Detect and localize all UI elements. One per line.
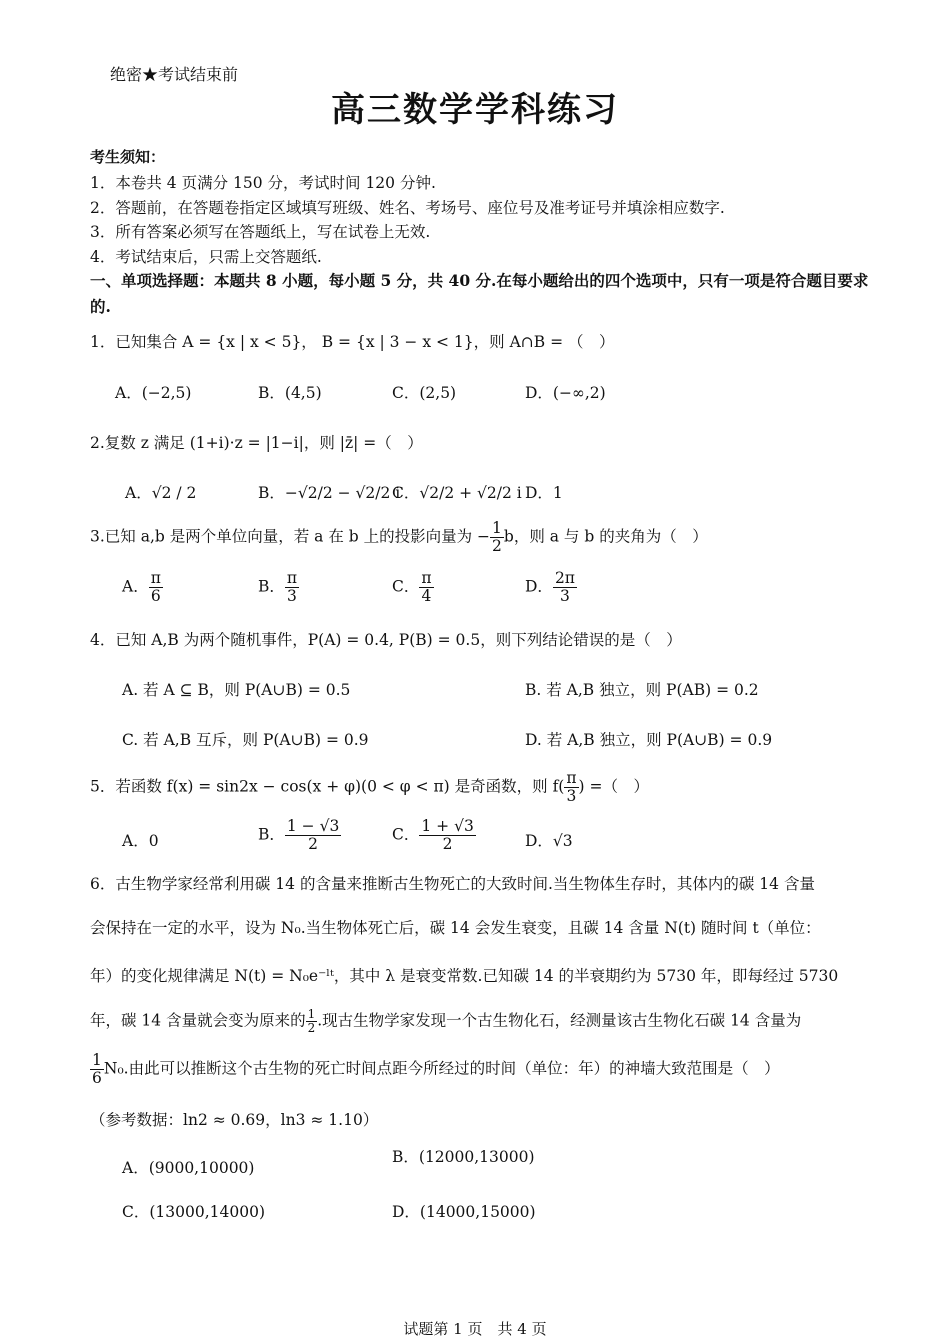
q3-stem-post: b，则 a 与 b 的夹角为（ ） [503,527,708,546]
q3-option-a: A． $\frac{\pi}{6}$ [122,569,161,606]
q4-option-a: A. 若 A ⊆ B，则 P(A∪B) = 0.5 [122,681,351,699]
q1-option-d: D．(−∞,2) [525,384,606,402]
q6-line-2: 会保持在一定的水平，设为 N₀.当生物体死亡后，碳 14 会发生衰变，且碳 14 含量 N(t) 随时间 t（单位： [90,919,821,937]
q1-option-b: B．(4,5) [258,384,322,402]
q4-option-d: D. 若 A,B 独立，则 P(A∪B) = 0.9 [525,731,773,749]
q5-option-c: C． $\frac{1 + √3}{2}$ [392,817,474,854]
q1-stem: 1．已知集合 A = {x | x < 5}， B = {x | 3 − x < 1}，则 A∩B = （ ） [90,333,615,351]
q1-option-a: A．(−2,5) [115,384,192,402]
notice-item-2: 2．答题前，在答题卷指定区域填写班级、姓名、考场号、座位号及准考证号并填涂相应数字. [90,199,725,217]
q6-line-1: 6．古生物学家经常利用碳 14 的含量来推断古生物死亡的大致时间.当生物体生存时，其体内的碳 14 含量 [90,875,815,893]
q3-fraction: $\frac{1}{2}$ [492,519,502,556]
q3-stem [90,520,708,555]
section-heading: 一、单项选择题：本题共 8 小题，每小题 5 分，共 40 分.在每小题给出的四个选项中，只有一项是符合题目要求的. [90,271,869,316]
q2-option-c: C．√2/2 + √2/2 i [392,484,522,502]
notice-item-3: 3．所有答案必须写在答题纸上，写在试卷上无效. [90,223,431,241]
q5-stem-post: ) =（ ） [578,777,650,796]
page-footer: 试题第 1 页 共 4 页 [403,1320,547,1338]
page-title: 高三数学学科练习 [331,90,619,130]
q3-option-b: B． $\frac{\pi}{3}$ [258,569,298,606]
q5-option-d: D．√3 [525,832,573,850]
notice-item-1: 1．本卷共 4 页满分 150 分，考试时间 120 分钟. [90,174,436,192]
q6-sixth-fraction: $\frac{1}{6}$ [92,1051,102,1088]
q6-half-fraction: $\frac{1}{2}$ [307,1007,316,1036]
q2-option-a: A．√2 / 2 [125,484,197,502]
q5-option-b: B． $\frac{1 - √3}{2}$ [258,817,340,854]
notice-heading: 考生须知： [90,148,166,166]
q6-line-3: 年）的变化规律满足 N(t) = N₀e⁻ˡᵗ，其中 λ 是衰变常数.已知碳 14 的半衰期约为 5730 年，即每经过 5730 [90,967,839,985]
q5-stem-pre: 5．若函数 f(x) = sin2x − cos(x + φ)(0 < φ < π) 是奇函数，则 f( [90,777,565,796]
q6-line-4: 年，碳 14 含量就会变为原来的 $\frac{1}{2}$ .现古生物学家发现一个古生物化石，经测量该古生物化石碳 14 含量为 [90,1007,802,1036]
q3-option-c: C． $\frac{\pi}{4}$ [392,569,432,606]
q2-stem: 2.复数 z 满足 (1+i)·z = |1−i|，则 |z̄| =（ ） [90,434,423,452]
q4-option-b: B. 若 A,B 独立，则 P(AB) = 0.2 [525,681,759,699]
q6-option-d: D．(14000,15000) [392,1203,536,1221]
q5-stem [90,770,649,805]
q5-fraction: $\frac{\pi}{3}$ [566,769,577,806]
q1-option-c: C．(2,5) [392,384,457,402]
q4-option-c: C. 若 A,B 互斥，则 P(A∪B) = 0.9 [122,731,369,749]
q6-option-a: A．(9000,10000) [122,1159,255,1177]
secret-note: 绝密★考试结束前 [110,65,239,84]
q6-option-b: B．(12000,13000) [392,1148,535,1166]
q3-stem-pre: 3.已知 a,b 是两个单位向量，若 a 在 b 上的投影向量为 − [90,527,491,546]
q4-stem: 4．已知 A,B 为两个随机事件，P(A) = 0.4, P(B) = 0.5，则下列结论错误的是（ ） [90,631,682,649]
q2-option-d: D．1 [525,484,563,502]
notice-item-4: 4．考试结束后，只需上交答题纸. [90,248,322,266]
q6-option-c: C．(13000,14000) [122,1203,265,1221]
q6-reference-data: （参考数据：ln2 ≈ 0.69，ln3 ≈ 1.10） [90,1111,379,1129]
q6-line-5: $\frac{1}{6}$ N₀.由此可以推断这个古生物的死亡时间点距今所经过的时间（单位：年）的神墙大致范围是（ ） [92,1051,780,1088]
q5-option-a: A．0 [122,832,159,850]
q3-option-d: D． $\frac{2\pi}{3}$ [525,569,575,606]
q2-option-b: B．−√2/2 − √2/2 i [258,484,401,502]
